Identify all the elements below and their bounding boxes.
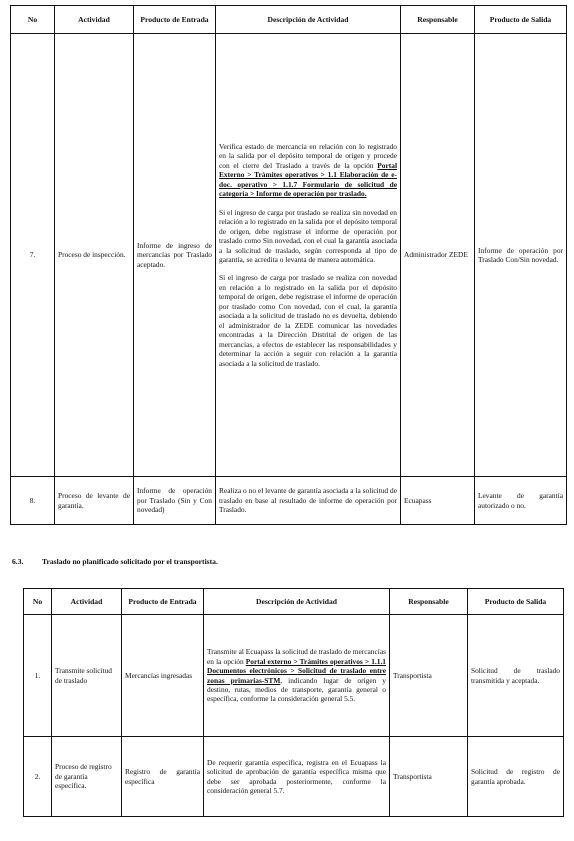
header-descripcion: Descripción de Actividad <box>204 589 390 615</box>
header-producto-salida: Producto de Salida <box>468 589 564 615</box>
header-producto-salida: Producto de Salida <box>475 6 567 34</box>
row-number: 2. <box>24 737 52 817</box>
table-row <box>11 477 567 525</box>
description-text: Verifica estado de mercancía en relación con lo registrado en la salida por el depósito temporal de origen y procede con el cierre del Traslado a través de la opción <box>219 141 397 170</box>
row-producto-salida: Informe de operación por Traslado Con/Sin novedad. <box>475 34 567 477</box>
row-number: 8. <box>11 477 55 525</box>
section-heading <box>12 557 218 566</box>
description-paragraph <box>219 142 397 199</box>
description-paragraph: Si el ingreso de carga por traslado se realiza sin novedad en relación a lo registrado en la salida por el depósito temporal de origen, debe registrase el informe de operación por traslado como Sin novedad, con el cual la garantía asociada a la solicitud de traslado, según corresponda al tipo de garantía, se acredita o levanta de manera automática. <box>219 207 397 264</box>
description-text: Transmite al Ecuapass la solicitud de traslado de mercancías en la opción <box>207 647 386 666</box>
header-producto-entrada: Producto de Entrada <box>134 6 216 34</box>
section-number: 6.3. <box>12 557 24 566</box>
row-responsable: Ecuapass <box>401 477 475 525</box>
header-descripcion: Descripción de Actividad <box>216 6 401 34</box>
header-actividad: Actividad <box>55 6 134 34</box>
table-row <box>11 34 567 477</box>
header-no: No <box>24 589 52 615</box>
row-producto-salida: Solicitud de traslado transmitida y aceptada. <box>468 615 564 737</box>
row-actividad: Proceso de inspección. <box>55 34 134 477</box>
menu-path-text: Portal Externo > Trámites operativos > 1.1 Elaboración de e-doc. operativo > 1.1.7 Formulario de solicitud de categoría > Informe de operación por traslado. <box>219 160 397 199</box>
row-descripcion <box>216 34 401 477</box>
row-descripcion <box>204 615 390 737</box>
row-producto-entrada: Registro de garantía específica <box>122 737 204 817</box>
header-actividad: Actividad <box>52 589 122 615</box>
row-actividad: Transmite solicitud de traslado <box>52 615 122 737</box>
table-row <box>24 615 564 737</box>
table-header-row <box>24 589 564 615</box>
description-text: , indicando lugar de origen y destino, rutas, medios de transporte, garantía general o específica, conforme la consideración general 5.5. <box>207 675 386 704</box>
row-responsable: Transportista <box>390 737 468 817</box>
menu-path-text: Portal externo > Trámites operativos > 1.1.1 Documentos electrónicos > Solicitud de traslado entre zonas primarias-STM <box>207 656 386 685</box>
section-title: Traslado no planificado solicitado por el transportista. <box>42 557 218 566</box>
row-producto-entrada: Informe de ingreso de mercancías por Traslado aceptado. <box>134 34 216 477</box>
row-producto-salida: Levante de garantía autorizado o no. <box>475 477 567 525</box>
row-descripcion: Realiza o no el levante de garantía asociada a la solicitud de traslado en base al resultado de informe de operación por Traslado. <box>216 477 401 525</box>
row-producto-salida: Solicitud de registro de garantía aprobada. <box>468 737 564 817</box>
table-row <box>24 737 564 817</box>
header-no: No <box>11 6 55 34</box>
header-responsable: Responsable <box>390 589 468 615</box>
activities-table-1 <box>10 5 567 525</box>
row-descripcion: De requerir garantía específica, registra en el Ecuapass la solicitud de aprobación de garantía específica misma que debe ser aprobada posteriormente, conforme la consideración general 5.7. <box>204 737 390 817</box>
row-actividad: Proceso de registro de garantía específica. <box>52 737 122 817</box>
row-number: 1. <box>24 615 52 737</box>
header-responsable: Responsable <box>401 6 475 34</box>
row-responsable: Administrador ZEDE <box>401 34 475 477</box>
row-actividad: Proceso de levante de garantía. <box>55 477 134 525</box>
header-producto-entrada: Producto de Entrada <box>122 589 204 615</box>
row-producto-entrada: Informe de operación por Traslado (Sin y Con novedad) <box>134 477 216 525</box>
description-paragraph: Si el ingreso de carga por traslado se realiza con novedad en relación a lo registrado en la salida por el depósito temporal de origen, debe registrase el informe de operación por traslado como Con novedad, con el cual, la garantía asociada a la solicitud de traslado no es devuelta, debiendo el administrador de la ZEDE comunicar las novedades encontradas a la Dirección Distrital de origen de las mercancías, a efectos de establecer las responsabilidades y determinar la acción a seguir con relación a la garantía asociada a la solicitud de traslado. <box>219 273 397 368</box>
table-header-row <box>11 6 567 34</box>
row-responsable: Transportista <box>390 615 468 737</box>
row-number: 7. <box>11 34 55 477</box>
activities-table-2 <box>23 588 564 817</box>
row-producto-entrada: Mercancías ingresadas <box>122 615 204 737</box>
